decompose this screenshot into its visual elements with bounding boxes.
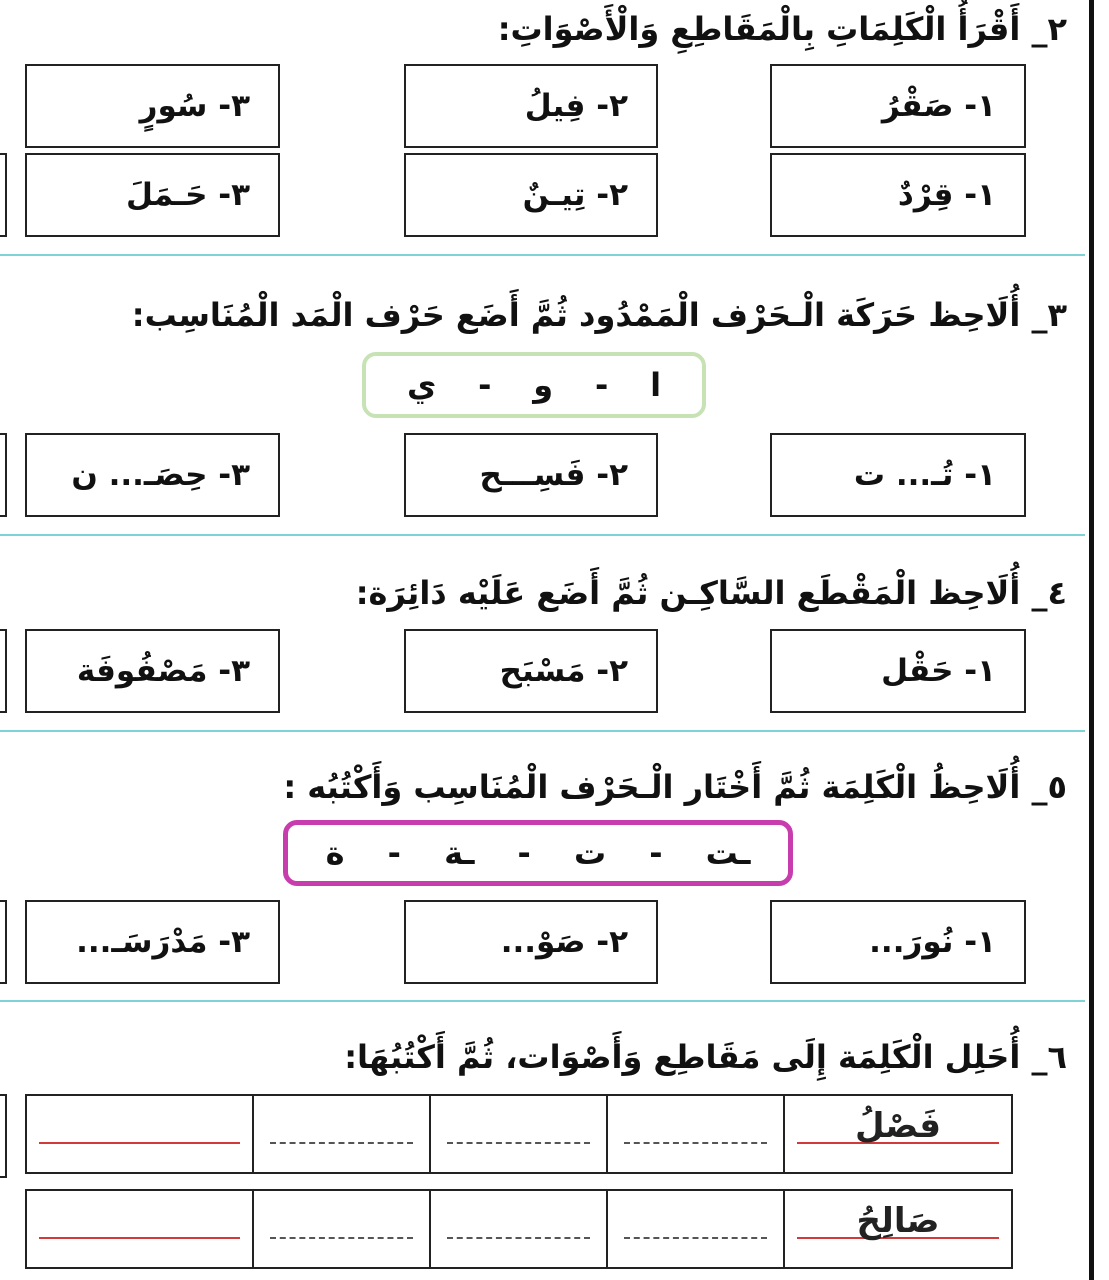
syllable-cell[interactable] [606, 1096, 783, 1172]
q5-item-1: ١- نُورَ... [770, 900, 1026, 984]
q4-item-2: ٢- مَسْبَح [404, 629, 658, 713]
dotted-line [447, 1142, 590, 1144]
q2-word-2: ٢- فِيلُ [404, 64, 658, 148]
letter-separator: - [649, 834, 663, 872]
q3-item-2: ٢- فَسِـــح [404, 433, 658, 517]
letter-separator: - [478, 366, 492, 404]
analysis-row-1 [25, 1094, 1013, 1174]
letter-alif: ا [650, 366, 662, 404]
q4-heading: ٤_ أُلَاحِظ الْمَقْطَع السَّاكِـن ثُمَّ أَضَع عَلَيْه دَائِرَة: [355, 574, 1067, 612]
q3-item-1: ١- تُـ... ت [770, 433, 1026, 517]
dotted-line [270, 1237, 413, 1239]
q2-word-1: ١- صَقْرُ [770, 64, 1026, 148]
answer-cell[interactable] [27, 1191, 252, 1267]
cut-off-box [0, 900, 7, 984]
word-cell [783, 1096, 1011, 1172]
q6-heading: ٦_ أُحَلِل الْكَلِمَة إِلَى مَقَاطِع وَأَصْوَات، ثُمَّ أَكْتُبُهَا: [344, 1038, 1067, 1076]
answer-cell[interactable] [27, 1096, 252, 1172]
letter-ta-medial: ـت [705, 834, 751, 872]
syllable-cell[interactable] [252, 1191, 429, 1267]
letter-ta-open: ت [573, 834, 607, 872]
syllable-cell[interactable] [429, 1096, 606, 1172]
letter-ta-marbuta: ة [325, 834, 345, 872]
cut-off-box [0, 153, 7, 237]
letter-waw: و [533, 366, 554, 404]
cut-off-box [0, 629, 7, 713]
q2-word-4: ١- قِرْدٌ [770, 153, 1026, 237]
q5-heading: ٥_ أُلَاحِظُ الْكَلِمَة ثُمَّ أَخْتَار الْـحَرْف الْمُنَاسِب وَأَكْتُبُه : [283, 768, 1067, 806]
section-divider [0, 534, 1085, 536]
q5-item-3: ٣- مَدْرَسَـ... [25, 900, 280, 984]
q4-item-1: ١- حَقْل [770, 629, 1026, 713]
letter-ta-marbuta-joined: ـة [444, 834, 475, 872]
cut-off-box [0, 1094, 7, 1178]
writing-line [39, 1237, 240, 1239]
syllable-cell[interactable] [252, 1096, 429, 1172]
page-edge-bar [1089, 0, 1094, 1280]
letter-separator: - [517, 834, 531, 872]
q2-heading: ٢_ أَقْرَأُ الْكَلِمَاتِ بِالْمَقَاطِعِ وَالْأَصْوَاتِ: [497, 10, 1067, 48]
q2-word-3: ٣- سُورٍ [25, 64, 280, 148]
q3-item-3: ٣- حِصَـ... ن [25, 433, 280, 517]
letter-ya: ي [406, 366, 437, 404]
q5-item-2: ٢- صَوْ... [404, 900, 658, 984]
dotted-line [447, 1237, 590, 1239]
letter-separator: - [594, 366, 609, 404]
word-salih: صَالِحُ [856, 1201, 940, 1241]
word-fasl: فَصْلُ [854, 1106, 942, 1146]
syllable-cell[interactable] [606, 1191, 783, 1267]
q2-word-6: ٣- حَـمَلَ [25, 153, 280, 237]
word-cell [783, 1191, 1011, 1267]
cut-off-box [0, 433, 7, 517]
q3-letter-choices [362, 352, 706, 418]
writing-line [39, 1142, 240, 1144]
q4-item-3: ٣- مَصْفُوفَة [25, 629, 280, 713]
dotted-line [624, 1237, 767, 1239]
dotted-line [270, 1142, 413, 1144]
q3-heading: ٣_ أُلَاحِظ حَرَكَة الْـحَرْف الْمَمْدُود ثُمَّ أَضَع حَرْف الْمَد الْمُنَاسِب: [131, 296, 1067, 334]
q5-letter-choices [283, 820, 793, 886]
analysis-row-2 [25, 1189, 1013, 1269]
section-divider [0, 1000, 1085, 1002]
q2-word-5: ٢- تِيـنٌ [404, 153, 658, 237]
syllable-cell[interactable] [429, 1191, 606, 1267]
section-divider [0, 730, 1085, 732]
letter-separator: - [387, 834, 401, 872]
dotted-line [624, 1142, 767, 1144]
section-divider [0, 254, 1085, 256]
